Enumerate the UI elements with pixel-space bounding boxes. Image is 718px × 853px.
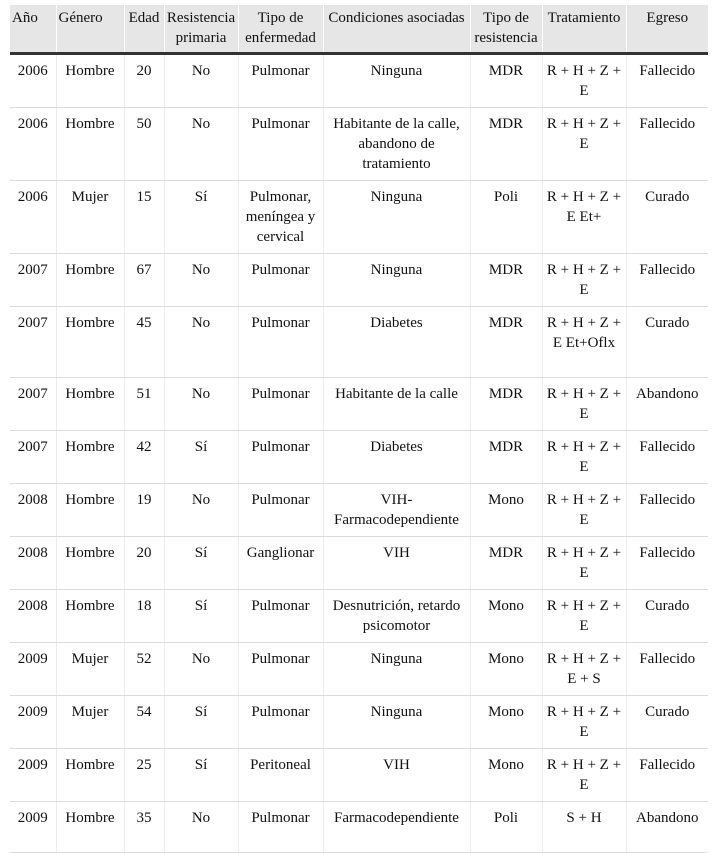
cell-egreso: Abandono <box>626 378 708 431</box>
table-row <box>10 108 708 181</box>
cell-anio: 2009 <box>10 643 56 696</box>
cell-egreso: Abandono <box>626 802 708 853</box>
cell-tipo-enfermedad: Pulmonar <box>238 590 323 643</box>
cell-resistencia-primaria: Sí <box>164 537 238 590</box>
cell-anio: 2007 <box>10 431 56 484</box>
cell-tratamiento: R + H + Z + E Et+Oflx <box>542 307 626 378</box>
cell-tipo-enfermedad: Pulmonar <box>238 108 323 181</box>
cell-genero: Hombre <box>56 108 124 181</box>
cell-tipo-enfermedad: Pulmonar, meníngea y cervical <box>238 181 323 254</box>
table-row <box>10 537 708 590</box>
cell-tipo-enfermedad: Pulmonar <box>238 484 323 537</box>
cell-resistencia-primaria: No <box>164 307 238 378</box>
cell-condiciones-asociadas: Habitante de la calle <box>323 378 470 431</box>
header-tratamiento: Tratamiento <box>542 5 626 54</box>
cell-tipo-enfermedad: Peritoneal <box>238 749 323 802</box>
header-egreso: Egreso <box>626 5 708 54</box>
cell-edad: 67 <box>124 254 164 307</box>
cell-tipo-enfermedad: Ganglionar <box>238 537 323 590</box>
cell-tipo-enfermedad: Pulmonar <box>238 696 323 749</box>
cell-egreso: Fallecido <box>626 54 708 108</box>
cell-tipo-resistencia: MDR <box>470 378 542 431</box>
cell-resistencia-primaria: No <box>164 484 238 537</box>
table-row <box>10 802 708 853</box>
cell-condiciones-asociadas: Desnutrición, retardo psicomotor <box>323 590 470 643</box>
cell-resistencia-primaria: No <box>164 254 238 307</box>
table-row <box>10 696 708 749</box>
cell-tipo-enfermedad: Pulmonar <box>238 254 323 307</box>
cell-condiciones-asociadas: Ninguna <box>323 181 470 254</box>
cell-anio: 2008 <box>10 537 56 590</box>
cell-edad: 35 <box>124 802 164 853</box>
cell-egreso: Curado <box>626 590 708 643</box>
cell-edad: 15 <box>124 181 164 254</box>
cell-tipo-resistencia: Mono <box>470 696 542 749</box>
cell-egreso: Fallecido <box>626 431 708 484</box>
cell-condiciones-asociadas: Diabetes <box>323 431 470 484</box>
cell-condiciones-asociadas: Diabetes <box>323 307 470 378</box>
cell-egreso: Fallecido <box>626 254 708 307</box>
cell-tratamiento: R + H + Z + E <box>542 54 626 108</box>
header-condiciones-asociadas: Condiciones asociadas <box>323 5 470 54</box>
table-row <box>10 181 708 254</box>
header-tipo-resistencia: Tipo de resistencia <box>470 5 542 54</box>
cell-egreso: Fallecido <box>626 108 708 181</box>
cell-anio: 2006 <box>10 181 56 254</box>
cell-edad: 54 <box>124 696 164 749</box>
cell-tratamiento: R + H + Z + E Et+ <box>542 181 626 254</box>
cell-egreso: Fallecido <box>626 537 708 590</box>
cell-resistencia-primaria: Sí <box>164 431 238 484</box>
cell-genero: Hombre <box>56 484 124 537</box>
cell-condiciones-asociadas: Ninguna <box>323 696 470 749</box>
cell-resistencia-primaria: Sí <box>164 749 238 802</box>
cell-condiciones-asociadas: Habitante de la calle, abandono de tratamiento <box>323 108 470 181</box>
cell-egreso: Fallecido <box>626 643 708 696</box>
cell-genero: Hombre <box>56 590 124 643</box>
table-row <box>10 643 708 696</box>
cell-tratamiento: R + H + Z + E <box>542 254 626 307</box>
cell-tratamiento: R + H + Z + E <box>542 537 626 590</box>
data-table <box>10 5 708 853</box>
cell-anio: 2009 <box>10 802 56 853</box>
cell-tipo-resistencia: Poli <box>470 802 542 853</box>
table-row <box>10 431 708 484</box>
cell-egreso: Curado <box>626 696 708 749</box>
cell-egreso: Curado <box>626 307 708 378</box>
cell-edad: 45 <box>124 307 164 378</box>
cell-edad: 25 <box>124 749 164 802</box>
table-row <box>10 484 708 537</box>
cell-resistencia-primaria: No <box>164 802 238 853</box>
cell-tratamiento: R + H + Z + E <box>542 431 626 484</box>
cell-tratamiento: R + H + Z + E <box>542 590 626 643</box>
cell-edad: 18 <box>124 590 164 643</box>
cell-anio: 2007 <box>10 254 56 307</box>
cell-edad: 42 <box>124 431 164 484</box>
cell-tipo-enfermedad: Pulmonar <box>238 378 323 431</box>
cell-anio: 2007 <box>10 307 56 378</box>
table-row <box>10 378 708 431</box>
cell-tipo-enfermedad: Pulmonar <box>238 431 323 484</box>
cell-genero: Hombre <box>56 254 124 307</box>
header-anio: Año <box>10 5 56 54</box>
cell-genero: Mujer <box>56 696 124 749</box>
cell-genero: Mujer <box>56 181 124 254</box>
cell-resistencia-primaria: No <box>164 378 238 431</box>
cell-anio: 2006 <box>10 54 56 108</box>
cell-tipo-resistencia: MDR <box>470 431 542 484</box>
cell-tipo-resistencia: MDR <box>470 54 542 108</box>
cell-tratamiento: R + H + Z + E + S <box>542 643 626 696</box>
cell-tratamiento: R + H + Z + E <box>542 108 626 181</box>
cell-anio: 2007 <box>10 378 56 431</box>
cell-egreso: Fallecido <box>626 484 708 537</box>
cell-genero: Hombre <box>56 307 124 378</box>
cell-edad: 20 <box>124 54 164 108</box>
cell-edad: 50 <box>124 108 164 181</box>
cell-tipo-resistencia: Poli <box>470 181 542 254</box>
header-edad: Edad <box>124 5 164 54</box>
table-row <box>10 54 708 108</box>
cell-condiciones-asociadas: Ninguna <box>323 643 470 696</box>
cell-egreso: Curado <box>626 181 708 254</box>
cell-edad: 52 <box>124 643 164 696</box>
header-resistencia-primaria: Resistencia primaria <box>164 5 238 54</box>
cell-egreso: Fallecido <box>626 749 708 802</box>
cell-anio: 2008 <box>10 590 56 643</box>
cell-resistencia-primaria: No <box>164 108 238 181</box>
cell-edad: 20 <box>124 537 164 590</box>
cell-anio: 2009 <box>10 696 56 749</box>
cell-genero: Hombre <box>56 54 124 108</box>
header-genero: Género <box>56 5 124 54</box>
cell-tipo-resistencia: Mono <box>470 643 542 696</box>
cell-tipo-enfermedad: Pulmonar <box>238 307 323 378</box>
table-row <box>10 590 708 643</box>
cell-resistencia-primaria: No <box>164 643 238 696</box>
cell-tipo-resistencia: Mono <box>470 484 542 537</box>
cell-tratamiento: R + H + Z + E <box>542 484 626 537</box>
cell-edad: 51 <box>124 378 164 431</box>
table-row <box>10 254 708 307</box>
cell-genero: Mujer <box>56 643 124 696</box>
cell-tipo-resistencia: MDR <box>470 108 542 181</box>
cell-condiciones-asociadas: VIH <box>323 537 470 590</box>
cell-resistencia-primaria: Sí <box>164 181 238 254</box>
header-tipo-enfermedad: Tipo de enfermedad <box>238 5 323 54</box>
cell-anio: 2006 <box>10 108 56 181</box>
cell-tipo-resistencia: Mono <box>470 749 542 802</box>
cell-genero: Hombre <box>56 378 124 431</box>
cell-tratamiento: R + H + Z + E <box>542 749 626 802</box>
cell-resistencia-primaria: Sí <box>164 696 238 749</box>
cell-tratamiento: R + H + Z + E <box>542 378 626 431</box>
cell-genero: Hombre <box>56 749 124 802</box>
cell-genero: Hombre <box>56 431 124 484</box>
cell-resistencia-primaria: Sí <box>164 590 238 643</box>
cell-condiciones-asociadas: VIH-Farmacodependiente <box>323 484 470 537</box>
cell-tipo-resistencia: MDR <box>470 307 542 378</box>
cell-tipo-enfermedad: Pulmonar <box>238 54 323 108</box>
cell-tipo-enfermedad: Pulmonar <box>238 802 323 853</box>
cell-condiciones-asociadas: Ninguna <box>323 54 470 108</box>
cell-condiciones-asociadas: VIH <box>323 749 470 802</box>
cell-edad: 19 <box>124 484 164 537</box>
cell-tipo-resistencia: MDR <box>470 254 542 307</box>
table-row <box>10 749 708 802</box>
cell-tipo-resistencia: MDR <box>470 537 542 590</box>
cell-condiciones-asociadas: Ninguna <box>323 254 470 307</box>
cell-genero: Hombre <box>56 802 124 853</box>
table-body <box>10 54 708 853</box>
cell-condiciones-asociadas: Farmacodependiente <box>323 802 470 853</box>
header-row <box>10 5 708 54</box>
cell-tipo-resistencia: Mono <box>470 590 542 643</box>
table-row <box>10 307 708 378</box>
cell-anio: 2008 <box>10 484 56 537</box>
cell-anio: 2009 <box>10 749 56 802</box>
cell-genero: Hombre <box>56 537 124 590</box>
cell-tipo-enfermedad: Pulmonar <box>238 643 323 696</box>
cell-tratamiento: R + H + Z + E <box>542 696 626 749</box>
cell-tratamiento: S + H <box>542 802 626 853</box>
cell-resistencia-primaria: No <box>164 54 238 108</box>
